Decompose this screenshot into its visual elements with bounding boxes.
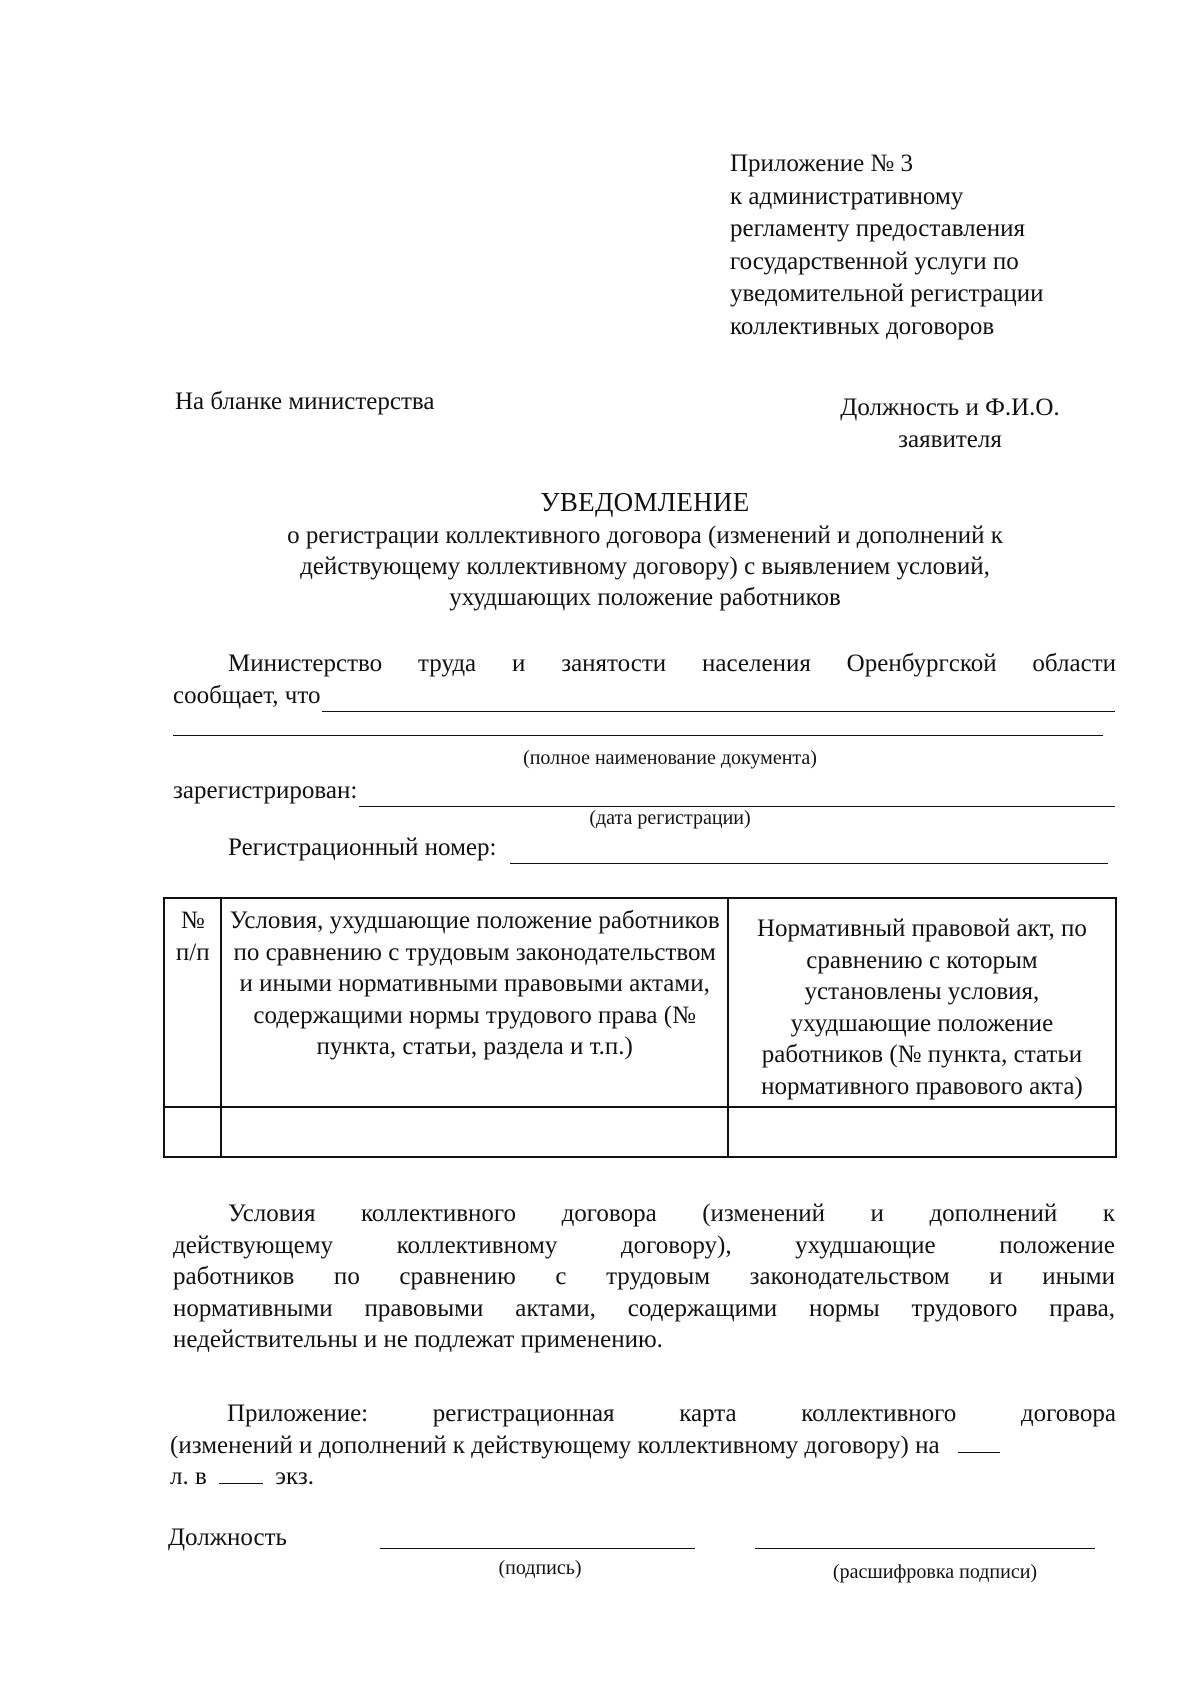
paragraph-line: (изменений и дополнений к действующему коллективному договору) на	[170, 1431, 940, 1459]
appendix-line: к административному	[730, 182, 964, 210]
signature-caption: (подпись)	[498, 1557, 582, 1579]
signature-field[interactable]	[380, 1548, 695, 1549]
sheets-count-field[interactable]	[958, 1432, 1000, 1453]
document-name-field[interactable]	[322, 689, 1115, 712]
document-name-caption: (полное наименование документа)	[523, 747, 817, 769]
addressee-block	[760, 392, 1140, 456]
conditions-table	[163, 897, 1117, 1158]
signature-decoding-caption: (расшифровка подписи)	[832, 1561, 1038, 1583]
appendix-line: Приложение № 3	[730, 150, 914, 177]
appendix-line: регламенту предоставления	[730, 215, 1026, 242]
intro-line2-text: сообщает, что	[173, 682, 321, 709]
addressee-line1: Должность и Ф.И.О.	[840, 394, 1060, 421]
document-subtitle	[175, 520, 1115, 613]
attachment-paragraph	[170, 1398, 1116, 1493]
col-conditions-header: Условия, ухудшающие положение работников по сравнению с трудовым законодательством и иными нормативными правовыми актами, содержащими нормы трудового права (№ пункта, статьи, раздела и т.п.)	[221, 898, 727, 1107]
appendix-line: коллективных договоров	[730, 312, 995, 340]
col-legal-act-header: Нормативный правовой акт, по сравнению с которым установлены условия, ухудшающие положение работников (№ пункта, статьи нормативного правового акта)	[728, 898, 1116, 1107]
col-number-header: № п/п	[164, 898, 221, 1107]
signature-decoding-field[interactable]	[755, 1548, 1095, 1549]
paragraph-line: нормативными правовыми актами, содержащими нормы трудового права,	[173, 1294, 1115, 1322]
document-name-field-line2[interactable]	[173, 735, 1103, 736]
intro-line1: Министерство труда и занятости населения Оренбургской области	[228, 650, 1116, 677]
appendix-block	[730, 148, 1150, 343]
paragraph-line-row	[170, 1430, 1116, 1462]
registered-row	[173, 775, 1115, 807]
registration-date-caption: (дата регистрации)	[589, 807, 751, 829]
appendix-line: уведомительной регистрации	[730, 280, 1044, 307]
ministry-letterhead-label: На бланке министерства	[175, 388, 435, 415]
registration-date-field[interactable]	[359, 784, 1115, 807]
paragraph-line-row	[170, 1461, 1116, 1493]
reg-number-row	[228, 832, 1108, 864]
appendix-line: государственной услуги по	[730, 247, 1019, 275]
subtitle-line3: ухудшающих положение работников	[449, 584, 841, 611]
position-label: Должность	[168, 1524, 287, 1551]
addressee-line2: заявителя	[898, 426, 1002, 453]
sheets-label: л. в	[170, 1463, 207, 1490]
table-cell[interactable]	[164, 1107, 221, 1157]
reg-number-field[interactable]	[510, 841, 1108, 864]
subtitle-line1: о регистрации коллективного договора (изменений и дополнений к	[287, 522, 1003, 549]
paragraph-line: Приложение: регистрационная карта коллективного договора	[227, 1400, 1116, 1427]
invalidity-paragraph	[173, 1198, 1115, 1356]
document-title: УВЕДОМЛЕНИЕ	[540, 487, 750, 517]
table-row	[164, 1107, 1116, 1157]
paragraph-line: действующему коллективному договору), ухудшающие положение	[173, 1231, 1115, 1259]
reg-number-label: Регистрационный номер:	[228, 834, 497, 861]
table-cell[interactable]	[221, 1107, 727, 1157]
copies-label: экз.	[275, 1463, 314, 1490]
registered-label: зарегистрирован:	[173, 777, 358, 804]
table-cell[interactable]	[728, 1107, 1116, 1157]
table-header-row	[164, 898, 1116, 1107]
paragraph-line: Условия коллективного договора (изменений и дополнений к	[228, 1200, 1115, 1227]
subtitle-line2: действующему коллективному договору) с выявлением условий,	[300, 553, 990, 580]
paragraph-line: работников по сравнению с трудовым законодательством и иными	[173, 1263, 1115, 1290]
intro-line2-row	[173, 680, 1115, 712]
paragraph-line: недействительны и не подлежат применению.	[173, 1326, 663, 1353]
copies-count-field[interactable]	[219, 1463, 263, 1484]
